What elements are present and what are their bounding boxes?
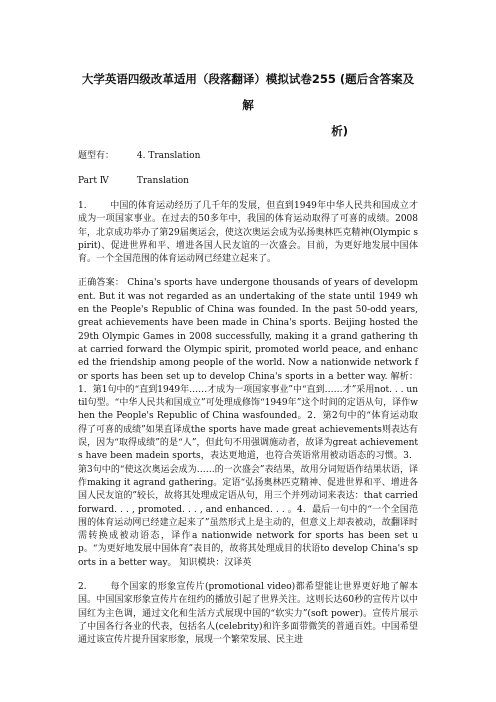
- spacer: [78, 570, 418, 581]
- question-1: [78, 200, 418, 266]
- question-type-value: 4. Translation: [136, 151, 201, 161]
- question-2-text: 每个国家的形象宣传片(promotional video)都希望能让世界更好地了解本国。中国国家形象宣传片在纽约的播放引起了世界关注。这则长达60秒的宣传片以中国红为主色调，通过文化和生活方式展现中国的“软实力”(soft power)。宣传片展示了中国各行各业的代表，包括名人(celebrity)和许多面带微笑的普通百姓。中国希望通过该宣传片提升国家形象，展现一个繁荣发展、民主进: [78, 582, 418, 646]
- title-line-1: 大学英语四级改革适用（段落翻译）模拟试卷255 (题后含答案及解: [81, 72, 415, 112]
- part-label: Part Ⅳ: [78, 176, 109, 186]
- answer-text: China's sports have undergone thousands of years of development. But it was not regarded as an undertaking of the state until 1949 when the People's Republic of China was founded. In the past 50-odd years, great achievements have been made in China's sports. Beijing hosted the 29th Olympic Games in 2008 successfully, making it a grand gathering that carried forward the Olympic spirit, promoted world peace, and enhanced the friendship among people of the world. Now a nationwide network for sports has been set up to develop China's sports in a better way.: [78, 278, 418, 382]
- document-title: [78, 66, 418, 144]
- knowledge-module: 知识模块：汉译英: [179, 557, 252, 568]
- question-1-answer: [78, 277, 418, 570]
- question-2: [78, 581, 418, 647]
- title-line-2: 析): [331, 124, 348, 138]
- part-row: [78, 175, 418, 188]
- answer-label: 正确答案：: [78, 278, 125, 289]
- spacer: [78, 266, 418, 277]
- question-2-number: 2.: [78, 582, 87, 593]
- question-1-number: 1.: [78, 201, 87, 211]
- question-type-label: 题型有：: [78, 151, 115, 161]
- part-value: Translation: [136, 176, 189, 186]
- analysis-text: 解析：1．第1句中的“直到1949年……才成为一项国家事业”中“直到……才”采用not. . . until句型。“中华人民共和国成立”可处理成修饰“1949年”这个时间的定语从句，译作when the People's Republic of China wasfounded。2．第2句中的“体育运动取得了可喜的成绩”如果直译成the sports have made great achievements则表达有误，因为“取得成绩”的是“人”，但此句不用强调施动者，故译为great achievements have been madein sports，表达更地道，也符合英语常用被动语态的习惯。3．第3句中的“使这次奥运会成为……的一次盛会”表结果，故用分词短语作结果状语，译作making it agrand gathering。定语“弘扬奥林匹克精神、促进世界和平、增进各国人民友谊的”较长，故将其处理成定语从句，用三个并列动词来表达：that carried forward. . . , promoted. . . , and enhanced. . . 。4．最后一句中的“一个全国范围的体育运动网已经建立起来了”虽然形式上是主动的，但意义上却表被动，故翻译时需转换成被动语态，译作a nationwide network for sports has been set up。“为更好地发展中国体育”表目的，故将其处理成目的状语to develop China's sports in a better way。: [78, 371, 418, 568]
- question-type-row: [78, 150, 418, 163]
- question-1-text: 中国的体育运动经历了几千年的发展，但直到1949年中华人民共和国成立才成为一项国家事业。在过去的50多年中，我国的体育运动取得了可喜的成绩。2008年，北京成功举办了第29届奥运会，使这次奥运会成为弘扬奥林匹克精神(Olympic spirit)、促进世界和平、增进各国人民友谊的一次盛会。目前，为更好地发展中国体育。一个全国范围的体育运动网已经建立起来了。: [78, 201, 418, 265]
